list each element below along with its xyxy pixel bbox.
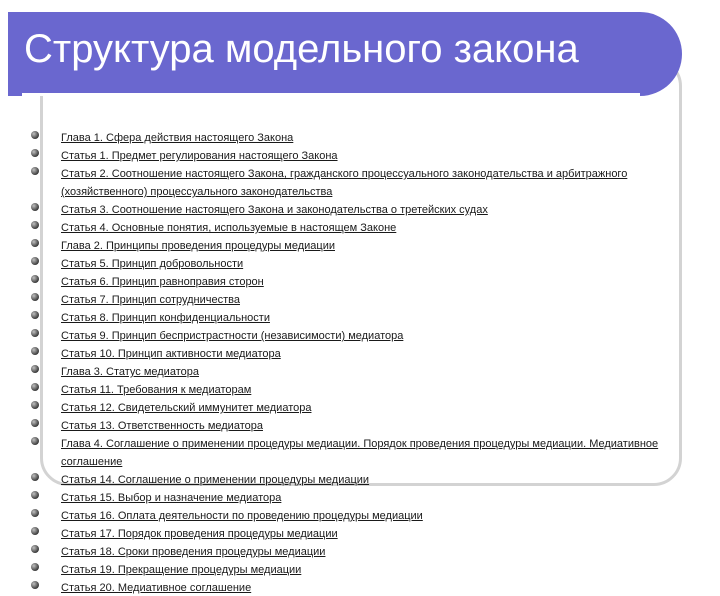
contents-link[interactable]: Статья 1. Предмет регулирования настоящего Закона	[61, 150, 338, 162]
list-item	[28, 308, 668, 326]
list-item	[28, 506, 668, 524]
list-item	[28, 542, 668, 560]
bullet-icon	[31, 239, 39, 247]
list-item	[28, 146, 668, 164]
contents-link[interactable]: Статья 20. Медиативное соглашение	[61, 582, 252, 594]
list-item	[28, 236, 668, 254]
bullet-icon	[31, 311, 39, 319]
list-item	[28, 524, 668, 542]
contents-link[interactable]: Статья 9. Принцип беспристрастности (независимости) медиатора	[61, 330, 404, 342]
bullet-icon	[31, 203, 39, 211]
contents-link[interactable]: Статья 6. Принцип равноправия сторон	[61, 276, 264, 288]
bullet-icon	[31, 329, 39, 337]
contents-list	[28, 128, 668, 596]
bullet-icon	[31, 257, 39, 265]
bullet-icon	[31, 563, 39, 571]
title-underline	[22, 93, 640, 96]
list-item	[28, 470, 668, 488]
bullet-icon	[31, 365, 39, 373]
bullet-icon	[31, 149, 39, 157]
list-item	[28, 416, 668, 434]
bullet-icon	[31, 401, 39, 409]
bullet-icon	[31, 545, 39, 553]
bullet-icon	[31, 131, 39, 139]
slide-title: Структура модельного закона	[24, 27, 579, 71]
contents-link[interactable]: Глава 4. Соглашение о применении процедуры медиации. Порядок проведения процедуры медиации. Медиативное соглашение	[61, 438, 659, 468]
contents-link[interactable]: Статья 2. Соотношение настоящего Закона, гражданского процессуального законодательства и арбитражного (хозяйственного) процессуального законодательства	[61, 168, 628, 198]
bullet-icon	[31, 293, 39, 301]
list-item	[28, 164, 668, 200]
contents-link[interactable]: Глава 2. Принципы проведения процедуры медиации	[61, 240, 335, 252]
bullet-icon	[31, 221, 39, 229]
list-item	[28, 290, 668, 308]
contents-link[interactable]: Статья 5. Принцип добровольности	[61, 258, 244, 270]
contents-link[interactable]: Статья 18. Сроки проведения процедуры медиации	[61, 546, 326, 558]
contents-link[interactable]: Статья 12. Свидетельский иммунитет медиатора	[61, 402, 312, 414]
list-item	[28, 398, 668, 416]
list-item	[28, 578, 668, 596]
list-item	[28, 326, 668, 344]
bullet-icon	[31, 347, 39, 355]
list-item	[28, 434, 668, 470]
list-item	[28, 488, 668, 506]
contents-link[interactable]: Глава 1. Сфера действия настоящего Закона	[61, 132, 294, 144]
contents-link[interactable]: Статья 3. Соотношение настоящего Закона и законодательства о третейских судах	[61, 204, 488, 216]
bullet-icon	[31, 383, 39, 391]
contents-link[interactable]: Статья 15. Выбор и назначение медиатора	[61, 492, 282, 504]
list-item	[28, 200, 668, 218]
bullet-icon	[31, 437, 39, 445]
list-item	[28, 362, 668, 380]
bullet-icon	[31, 527, 39, 535]
list-item	[28, 128, 668, 146]
contents-link[interactable]: Глава 3. Статус медиатора	[61, 366, 199, 378]
list-item	[28, 272, 668, 290]
list-item	[28, 254, 668, 272]
bullet-icon	[31, 275, 39, 283]
contents-link[interactable]: Статья 16. Оплата деятельности по проведению процедуры медиации	[61, 510, 423, 522]
contents-link[interactable]: Статья 8. Принцип конфиденциальности	[61, 312, 270, 324]
contents-link[interactable]: Статья 17. Порядок проведения процедуры медиации	[61, 528, 338, 540]
contents-link[interactable]: Статья 7. Принцип сотрудничества	[61, 294, 240, 306]
list-item	[28, 380, 668, 398]
contents-link[interactable]: Статья 13. Ответственность медиатора	[61, 420, 263, 432]
bullet-icon	[31, 509, 39, 517]
contents-link[interactable]: Статья 4. Основные понятия, используемые в настоящем Законе	[61, 222, 397, 234]
contents-link[interactable]: Статья 19. Прекращение процедуры медиации	[61, 564, 302, 576]
contents-link[interactable]: Статья 14. Соглашение о применении процедуры медиации	[61, 474, 370, 486]
bullet-icon	[31, 419, 39, 427]
list-item	[28, 218, 668, 236]
list-item	[28, 560, 668, 578]
bullet-icon	[31, 473, 39, 481]
bullet-icon	[31, 491, 39, 499]
bullet-icon	[31, 167, 39, 175]
bullet-icon	[31, 581, 39, 589]
contents-link[interactable]: Статья 11. Требования к медиаторам	[61, 384, 252, 396]
contents-link[interactable]: Статья 10. Принцип активности медиатора	[61, 348, 281, 360]
list-item	[28, 344, 668, 362]
